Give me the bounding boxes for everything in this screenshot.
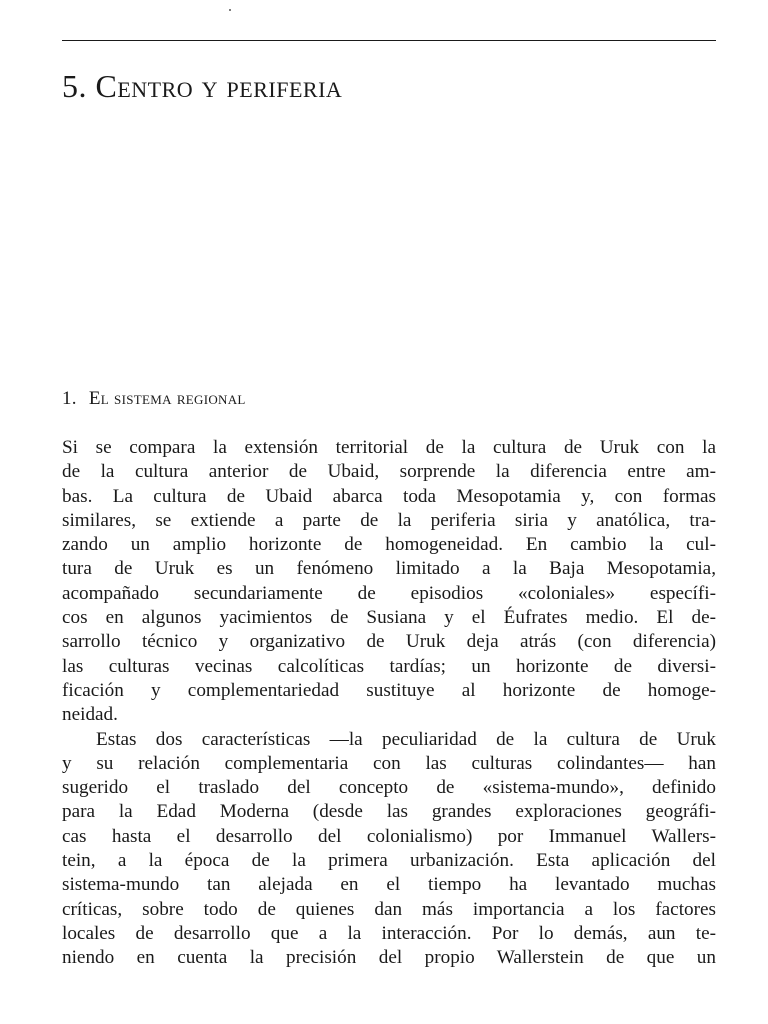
text-line: neidad. [62,704,118,726]
body-text [62,436,716,971]
text-line: Si se compara la extensión territorial de la cultura de Uruk con la [62,437,716,458]
text-line: tura de Uruk es un fenómeno limitado a la Baja Mesopotamia, [62,558,716,580]
section-title-text: El sistema regional [88,388,246,409]
text-line: cas hasta el desarrollo del colonialismo) por Immanuel Wallers- [62,825,716,847]
section-number: 1. [62,388,77,409]
text-line: y su relación complementaria con las culturas colindantes— han [62,752,716,774]
text-line: sarrollo técnico y organizativo de Uruk deja atrás (con diferencia) [62,631,716,653]
text-line: las culturas vecinas calcolíticas tardías; un horizonte de diversi- [62,655,716,677]
text-line: tein, a la época de la primera urbanización. Esta aplicación del [62,850,716,872]
text-line: locales de desarrollo que a la interacción. Por lo demás, aun te- [62,922,716,944]
chapter-number: 5. [62,68,87,104]
text-line: ficación y complementariedad sustituye al horizonte de homoge- [62,679,716,701]
text-line: bas. La cultura de Ubaid abarca toda Mesopotamia y, con formas [62,485,716,507]
header-rule [62,40,716,41]
text-line: cos en algunos yacimientos de Susiana y el Éufrates medio. El de- [62,607,716,629]
text-line: sistema-mundo tan alejada en el tiempo ha levantado muchas [62,874,716,896]
text-line: similares, se extiende a parte de la periferia siria y anatólica, tra- [62,509,716,531]
text-line: niendo en cuenta la precisión del propio Wallerstein de que un [62,947,716,969]
chapter-title [62,66,342,106]
text-line: zando un amplio horizonte de homogeneidad. En cambio la cul- [62,534,716,556]
text-line: de la cultura anterior de Ubaid, sorprende la diferencia entre am- [62,461,716,483]
text-line: sugerido el traslado del concepto de «sistema-mundo», definido [62,777,716,799]
section-title [62,386,246,412]
text-line: acompañado secundariamente de episodios «coloniales» específi- [62,582,716,604]
text-line: para la Edad Moderna (desde las grandes exploraciones geográfi- [62,801,716,823]
chapter-title-text: Centro y periferia [95,68,343,104]
text-line: Estas dos características —la peculiaridad de la cultura de Uruk [96,728,716,750]
page-speck [229,9,231,11]
text-line: críticas, sobre todo de quienes dan más importancia a los factores [62,898,716,920]
